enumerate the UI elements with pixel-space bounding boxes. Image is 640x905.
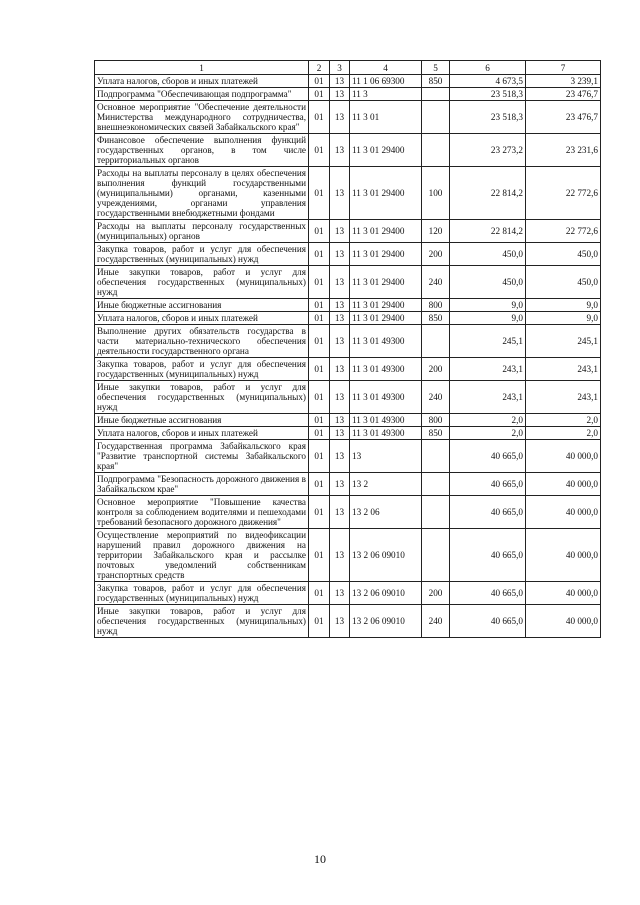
table-body — [95, 75, 601, 638]
target-article-cell: 11 3 01 — [350, 101, 422, 134]
column-header: 4 — [350, 61, 422, 75]
expense-type-cell — [422, 88, 450, 101]
row-name-cell: Иные бюджетные ассигнования — [95, 414, 309, 427]
amount-cell: 40 665,0 — [450, 582, 526, 605]
subsection-code-cell: 13 — [330, 440, 350, 473]
column-header: 1 — [95, 61, 309, 75]
amount-cell: 243,1 — [526, 381, 601, 414]
row-name-cell: Иные бюджетные ассигнования — [95, 299, 309, 312]
row-name-cell: Иные закупки товаров, работ и услуг для обеспечения государственных (муниципальных) нужд — [95, 381, 309, 414]
amount-cell: 9,0 — [526, 312, 601, 325]
target-article-cell: 11 3 01 49300 — [350, 325, 422, 358]
amount-cell: 9,0 — [450, 312, 526, 325]
amount-cell: 450,0 — [526, 266, 601, 299]
table-row — [95, 440, 601, 473]
row-name-cell: Закупка товаров, работ и услуг для обеспечения государственных (муниципальных) нужд — [95, 358, 309, 381]
section-code-cell: 01 — [309, 414, 330, 427]
subsection-code-cell: 13 — [330, 427, 350, 440]
subsection-code-cell: 13 — [330, 220, 350, 243]
subsection-code-cell: 13 — [330, 496, 350, 529]
amount-cell: 3 239,1 — [526, 75, 601, 88]
amount-cell: 2,0 — [450, 414, 526, 427]
section-code-cell: 01 — [309, 167, 330, 220]
expense-type-cell: 240 — [422, 266, 450, 299]
amount-cell: 22 814,2 — [450, 220, 526, 243]
section-code-cell: 01 — [309, 325, 330, 358]
target-article-cell: 11 3 01 49300 — [350, 427, 422, 440]
page-number: 10 — [314, 852, 326, 866]
target-article-cell: 11 3 — [350, 88, 422, 101]
section-code-cell: 01 — [309, 88, 330, 101]
subsection-code-cell: 13 — [330, 299, 350, 312]
subsection-code-cell: 13 — [330, 266, 350, 299]
section-code-cell: 01 — [309, 582, 330, 605]
table-row — [95, 473, 601, 496]
amount-cell: 40 000,0 — [526, 473, 601, 496]
expense-type-cell — [422, 134, 450, 167]
target-article-cell: 11 3 01 29400 — [350, 167, 422, 220]
amount-cell: 40 665,0 — [450, 440, 526, 473]
amount-cell: 40 665,0 — [450, 473, 526, 496]
section-code-cell: 01 — [309, 496, 330, 529]
table-row — [95, 167, 601, 220]
column-header: 7 — [526, 61, 601, 75]
section-code-cell: 01 — [309, 101, 330, 134]
subsection-code-cell: 13 — [330, 529, 350, 582]
amount-cell: 22 772,6 — [526, 167, 601, 220]
subsection-code-cell: 13 — [330, 75, 350, 88]
table-row — [95, 312, 601, 325]
target-article-cell: 13 2 — [350, 473, 422, 496]
table-row — [95, 88, 601, 101]
target-article-cell: 11 3 01 29400 — [350, 134, 422, 167]
subsection-code-cell: 13 — [330, 312, 350, 325]
target-article-cell: 11 3 01 29400 — [350, 243, 422, 266]
subsection-code-cell: 13 — [330, 134, 350, 167]
row-name-cell: Уплата налогов, сборов и иных платежей — [95, 312, 309, 325]
table-header-row — [95, 61, 601, 75]
row-name-cell: Основное мероприятие "Повышение качества контроля за соблюдением водителями и пешеходами требований безопасного дорожного движения" — [95, 496, 309, 529]
amount-cell: 243,1 — [450, 358, 526, 381]
target-article-cell: 13 2 06 09010 — [350, 605, 422, 638]
amount-cell: 40 000,0 — [526, 529, 601, 582]
section-code-cell: 01 — [309, 529, 330, 582]
expense-type-cell — [422, 473, 450, 496]
expense-type-cell — [422, 325, 450, 358]
section-code-cell: 01 — [309, 473, 330, 496]
section-code-cell: 01 — [309, 220, 330, 243]
table-row — [95, 582, 601, 605]
amount-cell: 23 273,2 — [450, 134, 526, 167]
section-code-cell: 01 — [309, 381, 330, 414]
target-article-cell: 11 3 01 29400 — [350, 266, 422, 299]
row-name-cell: Расходы на выплаты персоналу государственных (муниципальных) органов — [95, 220, 309, 243]
section-code-cell: 01 — [309, 440, 330, 473]
target-article-cell: 11 3 01 29400 — [350, 299, 422, 312]
amount-cell: 9,0 — [450, 299, 526, 312]
table-row — [95, 266, 601, 299]
amount-cell: 40 000,0 — [526, 496, 601, 529]
target-article-cell: 13 2 06 — [350, 496, 422, 529]
amount-cell: 9,0 — [526, 299, 601, 312]
column-header: 6 — [450, 61, 526, 75]
section-code-cell: 01 — [309, 243, 330, 266]
amount-cell: 243,1 — [450, 381, 526, 414]
row-name-cell: Выполнение других обязательств государства в части материально-технического обеспечения деятельности государственного органа — [95, 325, 309, 358]
amount-cell: 245,1 — [526, 325, 601, 358]
row-name-cell: Уплата налогов, сборов и иных платежей — [95, 427, 309, 440]
amount-cell: 40 000,0 — [526, 605, 601, 638]
expense-type-cell — [422, 440, 450, 473]
subsection-code-cell: 13 — [330, 325, 350, 358]
amount-cell: 40 665,0 — [450, 529, 526, 582]
target-article-cell: 13 2 06 09010 — [350, 582, 422, 605]
amount-cell: 23 476,7 — [526, 101, 601, 134]
budget-table — [94, 60, 601, 638]
section-code-cell: 01 — [309, 358, 330, 381]
target-article-cell: 11 3 01 29400 — [350, 220, 422, 243]
row-name-cell: Закупка товаров, работ и услуг для обеспечения государственных (муниципальных) нужд — [95, 243, 309, 266]
expense-type-cell: 240 — [422, 605, 450, 638]
row-name-cell: Финансовое обеспечение выполнения функций государственных органов, в том числе территориальных органов — [95, 134, 309, 167]
amount-cell: 2,0 — [526, 427, 601, 440]
subsection-code-cell: 13 — [330, 243, 350, 266]
expense-type-cell — [422, 529, 450, 582]
table-row — [95, 220, 601, 243]
expense-type-cell: 100 — [422, 167, 450, 220]
column-header: 3 — [330, 61, 350, 75]
row-name-cell: Иные закупки товаров, работ и услуг для обеспечения государственных (муниципальных) нужд — [95, 266, 309, 299]
amount-cell: 450,0 — [450, 243, 526, 266]
expense-type-cell: 850 — [422, 427, 450, 440]
amount-cell: 40 665,0 — [450, 496, 526, 529]
subsection-code-cell: 13 — [330, 88, 350, 101]
section-code-cell: 01 — [309, 299, 330, 312]
row-name-cell: Закупка товаров, работ и услуг для обеспечения государственных (муниципальных) нужд — [95, 582, 309, 605]
table-row — [95, 496, 601, 529]
subsection-code-cell: 13 — [330, 381, 350, 414]
subsection-code-cell: 13 — [330, 101, 350, 134]
expense-type-cell: 800 — [422, 414, 450, 427]
expense-type-cell — [422, 496, 450, 529]
amount-cell: 450,0 — [450, 266, 526, 299]
table-row — [95, 325, 601, 358]
amount-cell: 450,0 — [526, 243, 601, 266]
target-article-cell: 13 2 06 09010 — [350, 529, 422, 582]
row-name-cell: Уплата налогов, сборов и иных платежей — [95, 75, 309, 88]
amount-cell: 22 772,6 — [526, 220, 601, 243]
row-name-cell: Осуществление мероприятий по видеофиксации нарушений правил дорожного движения на территории Забайкальского края и рассылке почтовых уведомлений собственникам транспортных средств — [95, 529, 309, 582]
amount-cell: 40 000,0 — [526, 582, 601, 605]
target-article-cell: 11 1 06 69300 — [350, 75, 422, 88]
row-name-cell: Основное мероприятие "Обеспечение деятельности Министерства международного сотрудничества, внешнеэкономических связей Забайкальского края" — [95, 101, 309, 134]
amount-cell: 23 518,3 — [450, 88, 526, 101]
section-code-cell: 01 — [309, 134, 330, 167]
amount-cell: 22 814,2 — [450, 167, 526, 220]
amount-cell: 245,1 — [450, 325, 526, 358]
subsection-code-cell: 13 — [330, 358, 350, 381]
amount-cell: 243,1 — [526, 358, 601, 381]
section-code-cell: 01 — [309, 427, 330, 440]
amount-cell: 23 476,7 — [526, 88, 601, 101]
expense-type-cell: 240 — [422, 381, 450, 414]
table-row — [95, 414, 601, 427]
target-article-cell: 11 3 01 49300 — [350, 414, 422, 427]
column-header: 2 — [309, 61, 330, 75]
target-article-cell: 11 3 01 49300 — [350, 381, 422, 414]
table-row — [95, 134, 601, 167]
subsection-code-cell: 13 — [330, 414, 350, 427]
table-row — [95, 427, 601, 440]
amount-cell: 40 665,0 — [450, 605, 526, 638]
target-article-cell: 13 — [350, 440, 422, 473]
amount-cell: 2,0 — [450, 427, 526, 440]
expense-type-cell: 850 — [422, 75, 450, 88]
amount-cell: 23 518,3 — [450, 101, 526, 134]
section-code-cell: 01 — [309, 605, 330, 638]
section-code-cell: 01 — [309, 312, 330, 325]
section-code-cell: 01 — [309, 266, 330, 299]
expense-type-cell: 200 — [422, 358, 450, 381]
table-row — [95, 605, 601, 638]
table-row — [95, 358, 601, 381]
table-row — [95, 101, 601, 134]
expense-type-cell: 200 — [422, 582, 450, 605]
table-row — [95, 299, 601, 312]
row-name-cell: Подпрограмма "Обеспечивающая подпрограмма" — [95, 88, 309, 101]
table-row — [95, 381, 601, 414]
expense-type-cell: 200 — [422, 243, 450, 266]
amount-cell: 23 231,6 — [526, 134, 601, 167]
subsection-code-cell: 13 — [330, 605, 350, 638]
row-name-cell: Иные закупки товаров, работ и услуг для обеспечения государственных (муниципальных) нужд — [95, 605, 309, 638]
row-name-cell: Расходы на выплаты персоналу в целях обеспечения выполнения функций государственными (муниципальными) органами, казенными учреждениями, органами управления государственными внебюджетными фондами — [95, 167, 309, 220]
table-row — [95, 75, 601, 88]
subsection-code-cell: 13 — [330, 582, 350, 605]
row-name-cell: Подпрограмма "Безопасность дорожного движения в Забайкальском крае" — [95, 473, 309, 496]
target-article-cell: 11 3 01 29400 — [350, 312, 422, 325]
amount-cell: 4 673,5 — [450, 75, 526, 88]
expense-type-cell: 800 — [422, 299, 450, 312]
column-header: 5 — [422, 61, 450, 75]
subsection-code-cell: 13 — [330, 167, 350, 220]
target-article-cell: 11 3 01 49300 — [350, 358, 422, 381]
subsection-code-cell: 13 — [330, 473, 350, 496]
expense-type-cell: 850 — [422, 312, 450, 325]
expense-type-cell — [422, 101, 450, 134]
amount-cell: 40 000,0 — [526, 440, 601, 473]
table-row — [95, 529, 601, 582]
table-row — [95, 243, 601, 266]
expense-type-cell: 120 — [422, 220, 450, 243]
budget-document — [94, 60, 600, 638]
row-name-cell: Государственная программа Забайкальского края "Развитие транспортной системы Забайкальского края" — [95, 440, 309, 473]
section-code-cell: 01 — [309, 75, 330, 88]
amount-cell: 2,0 — [526, 414, 601, 427]
